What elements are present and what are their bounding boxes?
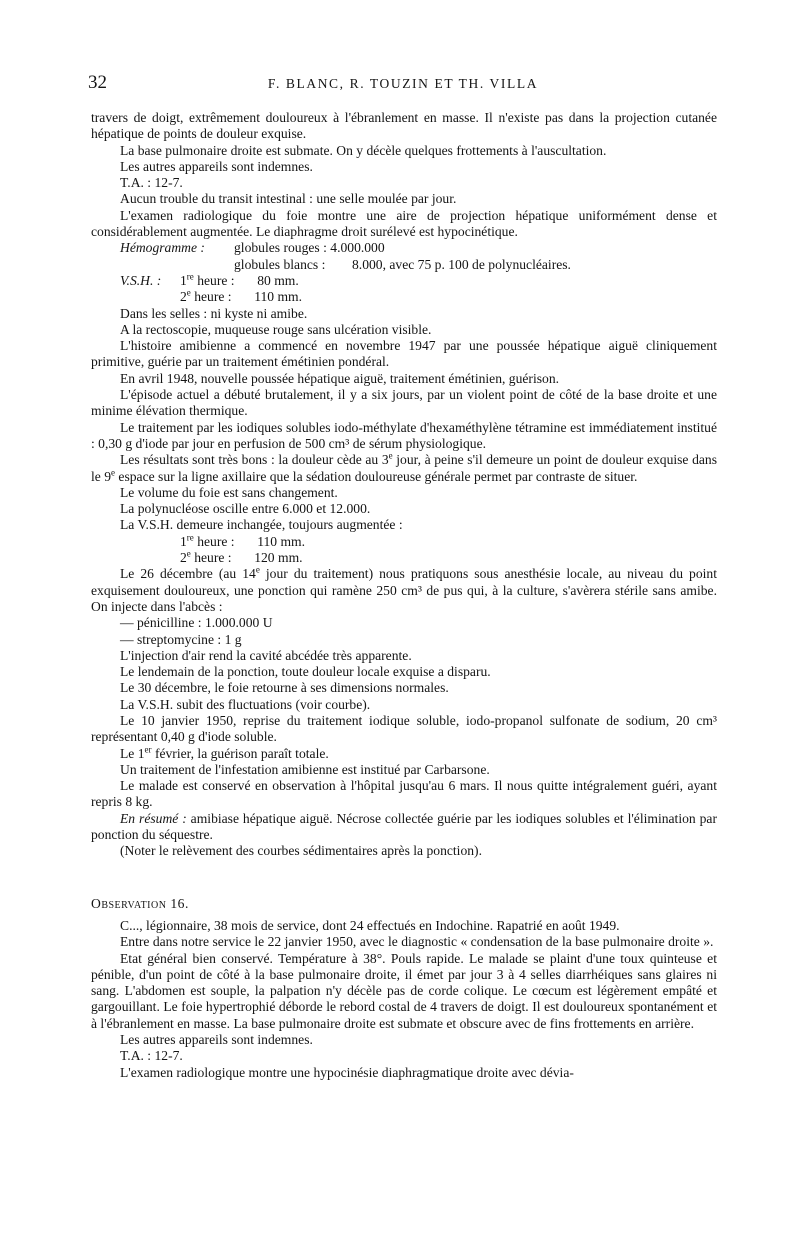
injection-item: — pénicilline : 1.000.000 U: [120, 615, 273, 631]
vsh2-line-1: 1re heure : 110 mm.: [180, 532, 306, 549]
summary-label: En résumé :: [120, 810, 187, 826]
paragraph: T.A. : 12-7.: [120, 175, 183, 191]
paragraph: Dans les selles : ni kyste ni amibe.: [120, 305, 308, 321]
paragraph: (Noter le relèvement des courbes sédimentaires après la ponction).: [120, 843, 482, 859]
paragraph: L'histoire amibienne a commencé en novembre 1947 par une poussée hépatique aiguë cliniquement primitive, guérie par un traitement émétinien pondéral.: [91, 338, 717, 370]
paragraph: Le lendemain de la ponction, toute douleur locale exquise a disparu.: [120, 664, 491, 680]
paragraph: L'examen radiologique du foie montre une aire de projection hépatique uniformément dense et considérablement augmentée. Le diaphragme droit surélevé est hypocinétique.: [91, 207, 717, 240]
paragraph: La polynucléose oscille entre 6.000 et 12.000.: [120, 501, 371, 517]
running-head: F. BLANC, R. TOUZIN ET TH. VILLA: [267, 76, 539, 91]
vsh-label: V.S.H. :: [120, 272, 162, 288]
page-header: [88, 72, 718, 98]
hemogram-red-cells: globules rouges : 4.000.000: [234, 240, 385, 256]
paragraph: Le 10 janvier 1950, reprise du traitement iodique soluble, iodo-propanol sulfonate de sodium, 20 cm³ représentant 0,40 g d'iode soluble.: [91, 712, 717, 745]
paragraph: Le malade est conservé en observation à l'hôpital jusqu'au 6 mars. Il nous quitte intégralement guéri, ayant repris 8 kg.: [91, 778, 717, 810]
paragraph: Le 1er février, la guérison paraît totale.: [120, 744, 329, 761]
paragraph: Le 26 décembre (au 14e jour du traitement) nous pratiquons sous anesthésie locale, au niveau du point exquisement douloureux, une ponction qui ramène 250 cm³ de pus qui, à la culture, s'avèrera stérile sans amibe. On injecte dans l'abcès :: [91, 564, 717, 614]
paragraph: Le volume du foie est sans changement.: [120, 484, 338, 500]
paragraph: La V.S.H. subit des fluctuations (voir courbe).: [120, 696, 371, 712]
paragraph: Aucun trouble du transit intestinal : une selle moulée par jour.: [120, 191, 457, 207]
summary-paragraph: En résumé : amibiase hépatique aiguë. Nécrose collectée guérie par les iodiques solubles et l'élimination par ponction du séquestre.: [91, 810, 717, 843]
paragraph: Les autres appareils sont indemnes.: [120, 158, 313, 174]
paragraph: T.A. : 12-7.: [120, 1048, 183, 1064]
page-body: [91, 110, 717, 1081]
observation-heading: Observation 16.: [91, 895, 189, 911]
paragraph: La base pulmonaire droite est submate. On y décèle quelques frottements à l'auscultation.: [120, 142, 607, 158]
paragraph: A la rectoscopie, muqueuse rouge sans ulcération visible.: [120, 321, 432, 337]
hemogram-white-value: 8.000, avec 75 p. 100 de polynucléaires.: [352, 256, 571, 272]
paragraph: Un traitement de l'infestation amibienne est institué par Carbarsone.: [120, 761, 490, 777]
paragraph: Les autres appareils sont indemnes.: [120, 1032, 313, 1048]
vsh2-line-2: 2e heure : 120 mm.: [180, 548, 303, 566]
paragraph: L'examen radiologique montre une hypocinésie diaphragmatique droite avec dévia-: [120, 1064, 574, 1080]
page-number: 32: [88, 72, 107, 93]
paragraph: La V.S.H. demeure inchangée, toujours augmentée :: [120, 517, 403, 533]
paragraph: Entre dans notre service le 22 janvier 1950, avec le diagnostic « condensation de la base pulmonaire droite ».: [120, 934, 714, 950]
vsh-line-2: 2e heure : 110 mm.: [180, 287, 303, 305]
hemogram-white-label: globules blancs :: [234, 256, 326, 272]
paragraph: Les résultats sont très bons : la douleur cède au 3e jour, à peine s'il demeure un point de douleur exquise dans le 9e espace sur la ligne axillaire que la sédation douloureuse générale permet par contraste de situer.: [91, 450, 717, 484]
paragraph: Le traitement par les iodiques solubles iodo-méthylate d'hexaméthylène tétramine est immédiatement institué : 0,30 g d'iode par jour en perfusion de 500 cm³ de sérum physiologique.: [91, 419, 717, 451]
injection-item: — streptomycine : 1 g: [120, 631, 242, 647]
paragraph: Etat général bien conservé. Température à 38°. Pouls rapide. Le malade se plaint d'une toux quinteuse et pénible, d'un point de côté à la base pulmonaire droite, il émet par jour 3 à 4 selles diarrhéiques sans glaires ni sang. L'abdomen est souple, la palpation n'y décèle pas de corde colique. Le cœcum est légèrement empâté et gargouillant. Le foie hypertrophié déborde le rebord costal de 4 travers de doigt. Il est douloureux spontanément et à l'ébranlement en masse. La base pulmonaire droite est submate et obscure avec de fins frottements en arrière.: [91, 950, 717, 1031]
hemogram-line-1: [91, 240, 717, 256]
paragraph: C..., légionnaire, 38 mois de service, dont 24 effectués en Indochine. Rapatrié en août 1949.: [120, 917, 620, 933]
vsh-line-1: V.S.H. : 1re heure : 80 mm.: [120, 271, 299, 288]
paragraph: travers de doigt, extrêmement douloureux à l'ébranlement en masse. Il n'existe pas dans la projection cutanée hépatique de points de douleur exquise.: [91, 110, 717, 142]
paragraph: L'épisode actuel a débuté brutalement, il y a six jours, par un violent point de côté de la base droite et une minime élévation thermique.: [91, 387, 717, 419]
paragraph: L'injection d'air rend la cavité abcédée très apparente.: [120, 647, 412, 663]
hemogram-label: Hémogramme :: [120, 240, 205, 256]
paragraph: Le 30 décembre, le foie retourne à ses dimensions normales.: [120, 680, 449, 696]
paragraph: En avril 1948, nouvelle poussée hépatique aiguë, traitement émétinien, guérison.: [120, 370, 560, 386]
hemogram-line-2: [91, 257, 717, 273]
